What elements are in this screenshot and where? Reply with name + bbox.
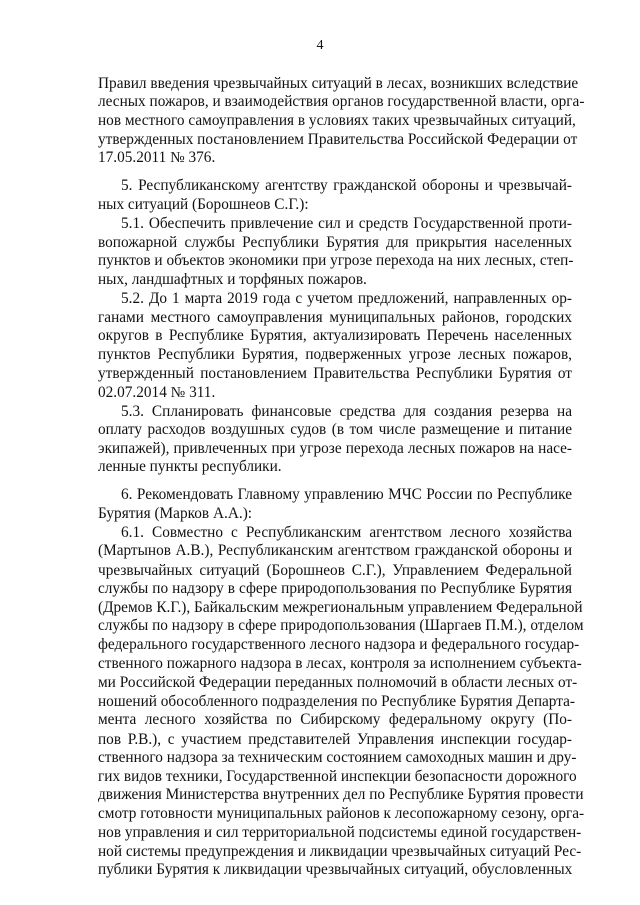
text-line: публики Бурятия к ликвидации чрезвычайных ситуаций, обусловленных — [98, 861, 573, 878]
text-line: ленные пункты республики. — [98, 458, 282, 476]
text-line: утвержденных постановлением Правительства Российской Федерации от — [98, 130, 578, 148]
text-line: 5.1. Обеспечить привлечение сил и средств Государственной проти- — [121, 214, 572, 232]
text-line: (Дремов К.Г.), Байкальским межрегиональным управлением Федеральной — [98, 599, 583, 616]
text-line: нов местного самоуправления в условиях таких чрезвычайных ситуаций, — [98, 111, 576, 129]
text-line: ных ситуаций (Борошнеов С.Г.): — [98, 195, 309, 213]
text-line: пунктов и объектов экономики при угрозе перехода на них лесных, степ- — [98, 252, 574, 270]
text-line: ношений обособленного подразделения по Республике Бурятия Департа- — [98, 693, 576, 710]
text-line: оплату расходов воздушных судов (в том числе размещение и питание — [98, 421, 572, 438]
text-line: лесных пожаров, и взаимодействия органов государственной власти, орга- — [98, 93, 585, 111]
text-line: федерального государственного лесного надзора и федерального государ- — [98, 636, 580, 654]
text-line: ганами местного самоуправления муниципальных районов, городских — [98, 308, 572, 326]
text-line: утвержденный постановлением Правительства Республики Бурятия от — [98, 365, 572, 383]
text-line: ственного пожарного надзора в лесах, контроля за исполнением субъекта- — [98, 654, 582, 672]
text-line: 6.1. Совместно с Республиканским агентством лесного хозяйства — [121, 524, 572, 542]
text-line: (Мартынов А.В.), Республиканским агентством гражданской обороны и — [98, 542, 572, 560]
text-line: 5.2. До 1 марта 2019 года с учетом предложений, направленных ор- — [121, 290, 572, 308]
text-line: службы по надзору в сфере природопользования по Республике Бурятия — [98, 579, 572, 597]
text-line: 17.05.2011 № 376. — [98, 148, 216, 166]
text-line: гих видов техники, Государственной инспекции безопасности дорожного — [98, 767, 577, 785]
page-number: 4 — [316, 38, 324, 53]
text-line: 6. Рекомендовать Главному управлению МЧС России по Республике — [121, 485, 572, 503]
text-line: 02.07.2014 № 311. — [98, 383, 216, 401]
text-line: ми Российской Федерации переданных полномочий в области лесных от- — [98, 673, 578, 691]
text-line: службы по надзору в сфере природопользования (Шаргаев П.М.), отделом — [98, 617, 584, 635]
text-line: ных, ландшафтных и торфяных пожаров. — [98, 271, 367, 289]
text-line: Бурятия (Марков А.А.): — [98, 505, 253, 522]
text-line: ственного надзора за техническим состоянием самоходных машин и дру- — [98, 748, 577, 766]
text-line: движения Министерства внутренних дел по Республике Бурятия провести — [98, 786, 584, 804]
text-line: пов Р.В.), с участием представителей Управления инспекции государ- — [98, 730, 572, 748]
text-line: Правил введения чрезвычайных ситуаций в лесах, возникших вследствие — [98, 75, 579, 92]
text-line: смотр готовности муниципальных районов к лесопожарному сезону, орга- — [98, 805, 585, 823]
text-line: чрезвычайных ситуаций (Борошнеов С.Г.), Управлением Федеральной — [98, 561, 572, 579]
text-line: нов управления и сил территориальной подсистемы единой государствен- — [98, 823, 582, 841]
text-line: экипажей), привлеченных при угрозе перехода лесных пожаров на насе- — [98, 440, 572, 458]
text-line: 5. Республиканскому агентству гражданской обороны и чрезвычай- — [121, 177, 572, 195]
text-line: пунктов Республики Бурятия, подверженных угрозе лесных пожаров, — [98, 346, 572, 364]
text-line: ной системы предупреждения и ликвидации чрезвычайных ситуаций Рес- — [98, 842, 582, 860]
text-line: вопожарной службы Республики Бурятия для прикрытия населенных — [98, 233, 572, 251]
text-line: 5.3. Спланировать финансовые средства для создания резерва на — [121, 402, 572, 420]
text-line: округов в Республике Бурятия, актуализировать Перечень населенных — [98, 327, 572, 344]
text-line: мента лесного хозяйства по Сибирскому федеральному округу (По- — [98, 711, 572, 729]
